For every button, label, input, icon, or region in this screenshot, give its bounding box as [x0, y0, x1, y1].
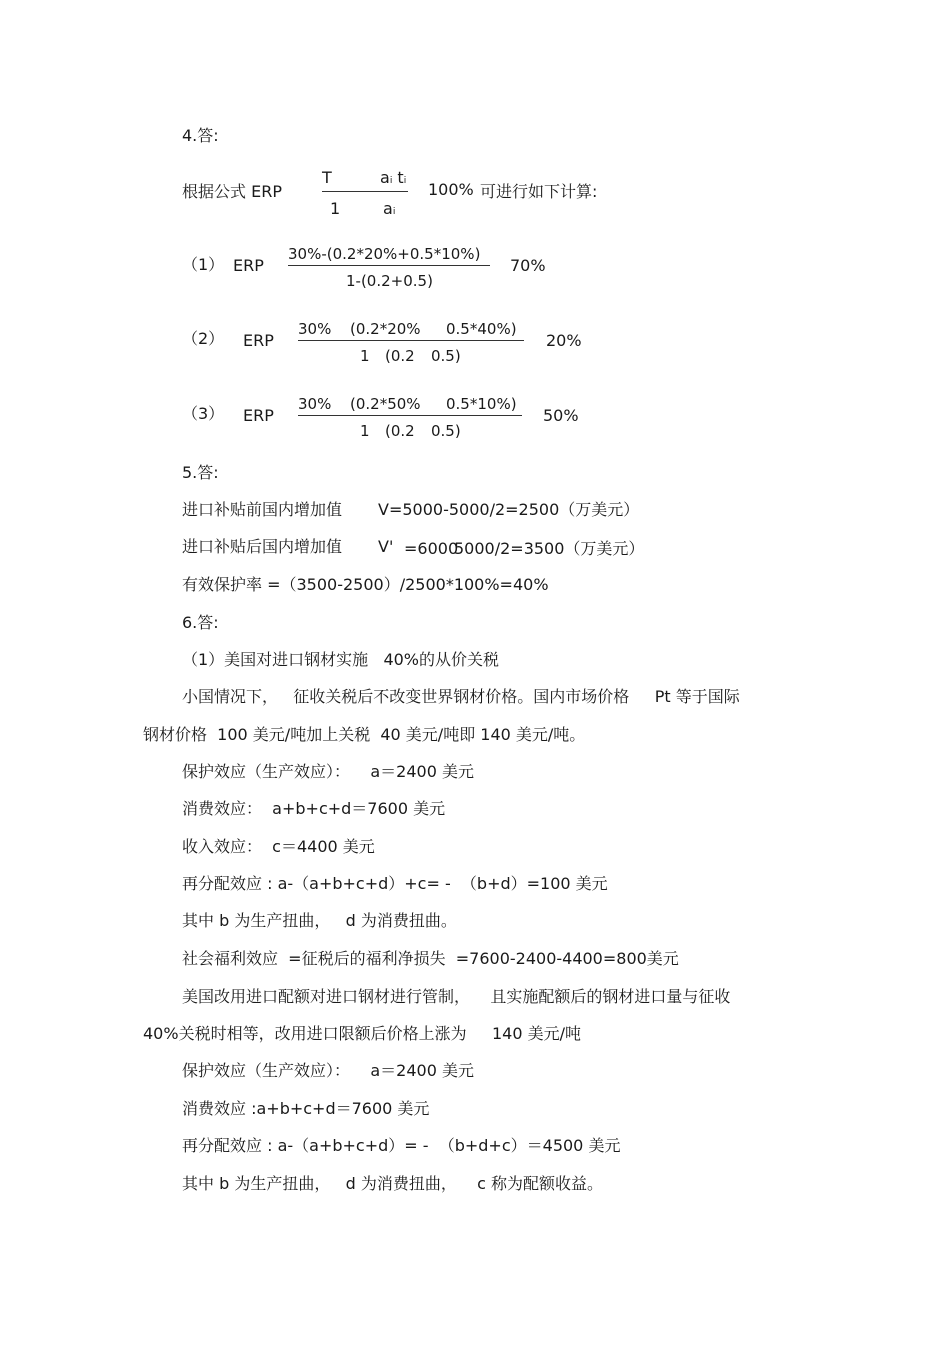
calc-3-den-b: (0.2	[385, 422, 415, 440]
calc-3-num-a: 30%	[298, 395, 332, 413]
q5-line2-b: 5000/2=3500（万美元）	[454, 539, 645, 558]
q6-heading: 6.答:	[182, 613, 219, 632]
formula-fraction-bar	[322, 191, 408, 192]
q6-sub1: （1）美国对进口钢材实施 40%的从价关税	[182, 650, 500, 669]
calc-1-label: （1）	[182, 255, 225, 274]
calc-1-denominator: 1-(0.2+0.5)	[346, 272, 433, 290]
formula-num-right: ai ti	[380, 168, 407, 187]
q6-note1: 其中 b 为生产扭曲， d 为消费扭曲。	[182, 911, 457, 930]
calc-3-den-c: 0.5)	[431, 422, 461, 440]
formula-num-left: T	[322, 168, 332, 187]
q6-income: 收入效应： c＝4400 美元	[182, 837, 375, 856]
calc-2-den-c: 0.5)	[431, 347, 461, 365]
calc-1-erp: ERP	[233, 256, 264, 275]
calc-3-fraction-bar	[298, 415, 522, 416]
formula-after: 可进行如下计算:	[480, 182, 598, 201]
q6-p1-line2: 钢材价格 100 美元/吨加上关税 40 美元/吨即 140 美元/吨。	[143, 725, 586, 744]
q6-protect2: 保护效应（生产效应）： a＝2400 美元	[182, 1061, 474, 1080]
calc-2-erp: ERP	[243, 331, 274, 350]
calc-3-result: 50%	[543, 406, 579, 425]
calc-2-num-b: (0.2*20%	[350, 320, 421, 338]
calc-2-fraction-bar	[298, 340, 524, 341]
q5-line2-v: V'	[378, 537, 394, 556]
q5-line2-label: 进口补贴后国内增加值	[182, 537, 343, 556]
q6-p2-line1: 美国改用进口配额对进口钢材进行管制， 且实施配额后的钢材进口量与征收	[182, 987, 731, 1006]
q6-p1-line1: 小国情况下， 征收关税后不改变世界钢材价格。国内市场价格 Pt 等于国际	[182, 687, 740, 706]
calc-1-numerator: 30%-(0.2*20%+0.5*10%)	[288, 245, 481, 263]
q6-consume: 消费效应： a+b+c+d＝7600 美元	[182, 799, 446, 818]
q5-line3: 有效保护率 =（3500-2500）/2500*100%=40%	[182, 575, 549, 594]
formula-den-right: ai	[383, 199, 396, 218]
calc-2-num-c: 0.5*40%)	[446, 320, 517, 338]
q6-consume2: 消费效应 :a+b+c+d＝7600 美元	[182, 1099, 430, 1118]
calc-3-label: （3）	[182, 404, 225, 423]
q5-heading: 5.答:	[182, 463, 219, 482]
calc-1-result: 70%	[510, 256, 546, 275]
calc-3-den-a: 1	[360, 422, 370, 440]
q6-note2: 其中 b 为生产扭曲， d 为消费扭曲， c 称为配额收益。	[182, 1174, 604, 1193]
q6-redistribute: 再分配效应 : a-（a+b+c+d）+c= - （b+d）=100 美元	[182, 874, 608, 893]
formula-intro: 根据公式 ERP	[182, 182, 282, 201]
q6-p2-line2: 40%关税时相等，改用进口限额后价格上涨为 140 美元/吨	[143, 1024, 582, 1043]
formula-tail: 100%	[428, 180, 474, 199]
q6-redistribute2: 再分配效应 : a-（a+b+c+d）= - （b+d+c）＝4500 美元	[182, 1136, 621, 1155]
q5-line1-value: V=5000-5000/2=2500（万美元）	[378, 500, 640, 519]
calc-1-fraction-bar	[288, 265, 490, 266]
calc-2-label: （2）	[182, 329, 225, 348]
calc-3-erp: ERP	[243, 406, 274, 425]
calc-2-result: 20%	[546, 331, 582, 350]
q5-line2-a: =6000	[404, 539, 459, 558]
calc-2-den-b: (0.2	[385, 347, 415, 365]
q6-protect: 保护效应（生产效应）： a＝2400 美元	[182, 762, 474, 781]
calc-3-num-c: 0.5*10%)	[446, 395, 517, 413]
calc-2-num-a: 30%	[298, 320, 332, 338]
q4-heading: 4.答:	[182, 126, 219, 145]
formula-den-left: 1	[330, 199, 341, 218]
calc-2-den-a: 1	[360, 347, 370, 365]
calc-3-num-b: (0.2*50%	[350, 395, 421, 413]
q5-line1-label: 进口补贴前国内增加值	[182, 500, 343, 519]
q6-welfare: 社会福利效应 =征税后的福利净损失 =7600-2400-4400=800美元	[182, 949, 679, 968]
